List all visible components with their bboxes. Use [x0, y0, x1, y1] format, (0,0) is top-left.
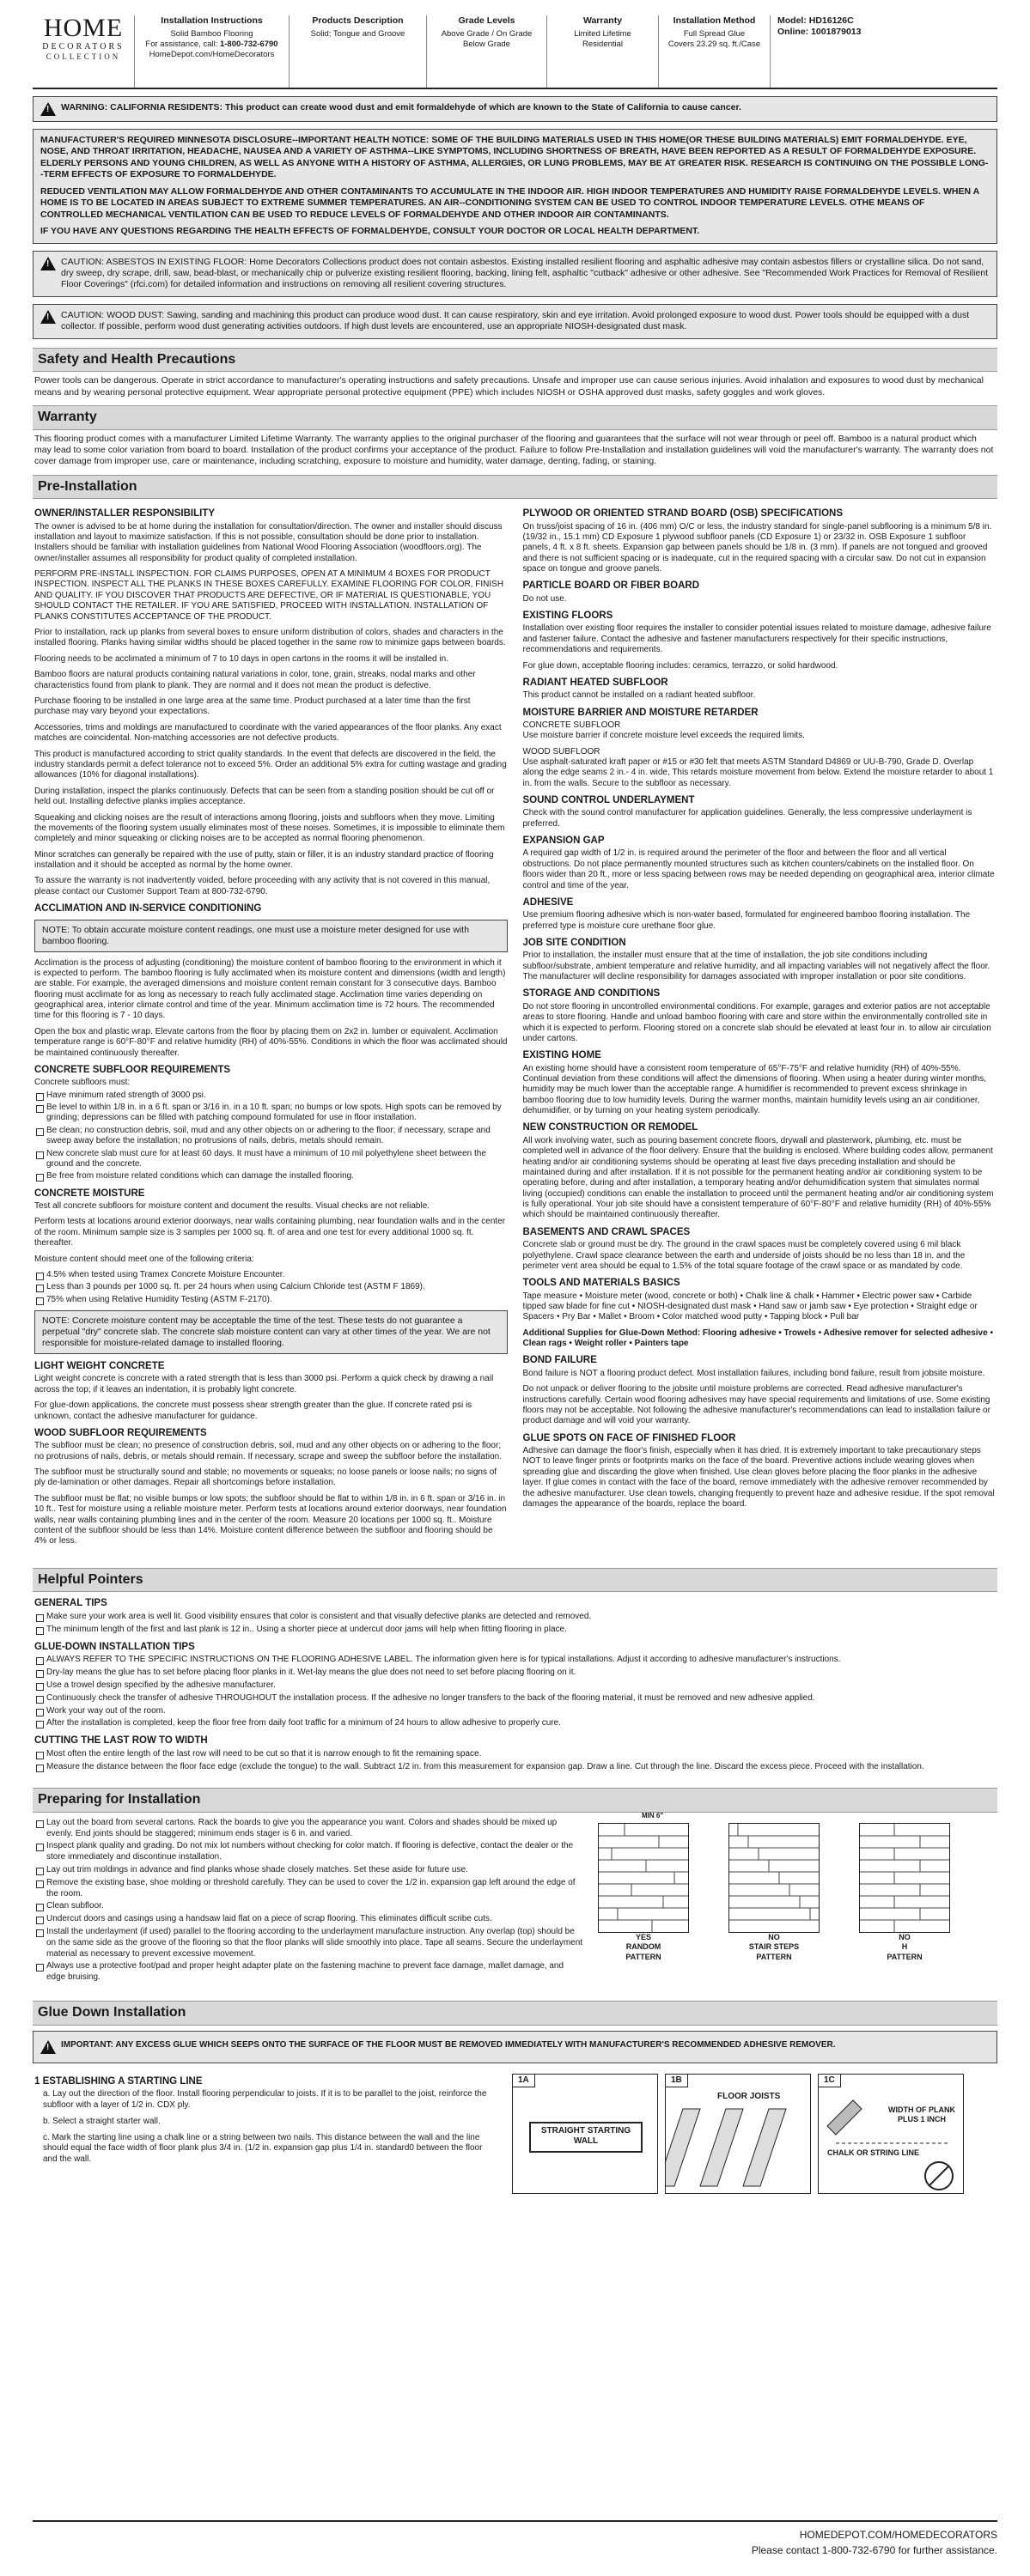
document-footer — [33, 2520, 997, 2559]
h-pattern-figure — [859, 1823, 950, 1989]
storage-heading: STORAGE AND CONDITIONS — [522, 988, 661, 999]
pattern-label: STAIR STEPS — [748, 1942, 800, 1952]
pattern-label: NO — [768, 1932, 780, 1941]
sound-heading: SOUND CONTROL UNDERLAYMENT — [522, 795, 695, 806]
storage-p: Do not store flooring in uncontrolled environmental conditions. For example, garages and exterior patios are not acceptable areas to store flooring. Handle and unload bamboo flooring with care and store within the environmentally controlled site in which it is expected to perform. Flooring stored on a concrete slab should be elevated at least four in. to allow air circulation under cartons. — [522, 1001, 991, 1043]
list-item: The minimum length of the first and last plank is 12 in.. Using a shorter piece at undercut door jams will help when fitting flooring in place. — [34, 1625, 996, 1636]
expansion-gap-p: A required gap width of 1/2 in. is required around the perimeter of the floor and between the floor and all vertical obstructions. Do not place permanently mounted structures such as kitchen counters/cabinets on the installed floor. On floors wider than 20 ft., more or less spacing between rows may be needed depending on geographical area, interior climate control and time of the year. — [522, 848, 995, 890]
pattern-figures — [598, 1811, 950, 1989]
grade-title: Grade Levels — [458, 15, 515, 26]
starting-line-col — [34, 2070, 498, 2194]
sound-p: Check with the sound control manufacturer for application guidelines. Generally, the less compressive underlayment is preferred. — [522, 808, 972, 829]
glue-spots-heading: GLUE SPOTS ON FACE OF FINISHED FLOOR — [522, 1432, 736, 1443]
fig-1b — [665, 2074, 811, 2194]
minnesota-p2: REDUCED VENTILATION MAY ALLOW FORMALDEHYDE AND OTHER CONTAMINANTS TO ACCUMULATE IN THE INDOOR AIR. HIGH INDOOR TEMPERATURES AND HUMIDITY RAISE FORMALDEHYDE LEVELS. WHEN A HOME IS TO BE LOCATED IN AREAS SUBJECT TO EXTREME SUMMER TEMPERATURES. AN AIR--CONDITIONING SYSTEM CAN BE USED TO CONTROL INDOOR TEMPERATURE LEVELS. OTHE MEANS OF CONTROLLED MECHANICAL VENTILATION CAN BE USED TO REDUCE LEVELS OF FORMALDEHYDE AND OTHER INDOOR AIR CONTAMINANTS. — [40, 185, 979, 220]
pattern-label: PATTERN — [887, 1952, 923, 1961]
new-construction-p: All work involving water, such as pouring basement concrete floors, drywall and plasterwork, plumbing, etc. must be completed well in advance of the floor delivery. Ensure that the building is enclosed. Where building codes allow, permanent heating and/or air conditioning systems should be operating at least five days preceding installation and should be maintained during and after installation. If it is not possible for the permanent heating and/or air conditioning system to be operating before, during and after installation, a temporary heating and/or dehumidification system that simulates normal living (occupied) conditions can enable the installation to proceed until the permanent heating and/or air conditioning system is fully operational. Your job site should have a consistent temperature of 60°F-80°F and relative humidity (RH) of 40%-55% which should be maintained continuously thereafter. — [522, 1135, 994, 1220]
list-item: Install the underlayment (if used) parallel to the flooring according to the underlayment manufacture instruction. Any overlap (top) should be on the same side as the groove of the flooring so that the floor planks will slide smoothly into place. Tape all seams. Secure the underlayment material as necessary to prevent excessive movement. — [34, 1927, 584, 1959]
barrier-sub-concrete: CONCRETE SUBFLOOR — [522, 720, 621, 730]
install-assist-label: For assistance, call: — [145, 39, 218, 49]
owner-p: Flooring needs to be acclimated a minimum of 7 to 10 days in open cartons in the rooms it will be installed in. — [34, 653, 448, 664]
pointers-body — [33, 1592, 997, 1781]
existing-floors-p2: For glue down, acceptable flooring includes: ceramics, terrazzo, or solid hardwood. — [522, 660, 838, 671]
header-model-col — [770, 15, 890, 88]
preinstall-left-col — [34, 502, 508, 1552]
general-tips-list — [34, 1612, 996, 1636]
list-item: Lay out trim moldings in advance and find planks whose shade closely matches. Set these aside for future use. — [34, 1865, 584, 1876]
california-warning-text: WARNING: CALIFORNIA RESIDENTS: This product can create wood dust and emit formaldehyde of which are known to the State of California to cause cancer. — [61, 102, 741, 112]
warning-icon — [40, 102, 56, 116]
h-pattern-diagram — [859, 1823, 950, 1933]
fig-caption: WIDTH OF PLANK PLUS 1 INCH — [888, 2105, 955, 2124]
moisture-note: NOTE: Concrete moisture content may be acceptable the time of the test. These tests do not guarantee a perpetual "dry" concrete slab. The concrete slab moisture content can vary at other times of the year. We are not responsible for moisture-related damage to installed flooring. — [34, 1310, 508, 1354]
pattern-label: H — [901, 1942, 908, 1952]
safety-text: Power tools can be dangerous. Operate in strict accordance to manufacturer's operating instructions and safety precautions. Unsafe and improper use can cause serious injuries. Avoid inhalation and exposures to wood dust by mechanical means and by wearing personal protective equipment. Wear appropriate personal protective equipment (PPE) which includes NIOSH or OSHA approved dust masks, safety goggles and work gloves. — [34, 375, 984, 398]
warranty-text: This flooring product comes with a manufacturer Limited Lifetime Warranty. The warranty applies to the original purchaser of the flooring and guarantees that the surface will not wear through or peel off. Bamboo is a natural product which may lead to some color variation from board to board. Installation of the product confirms your acceptance of the product. Failure to follow Pre-Installation and installation guidelines will void the manufacturer's warranty. The warranty does not cover damage from improper use, care or maintenance, including scratching, exposure to moisture and humidity, water damage, denting, fading, or staining. — [34, 433, 994, 467]
warning-icon — [40, 310, 56, 324]
products-value: Solid; Tongue and Groove — [310, 29, 405, 39]
method-line1: Full Spread Glue — [683, 29, 746, 39]
acclimation-heading: ACCLIMATION AND IN-SERVICE CONDITIONING — [34, 903, 262, 914]
warranty-heading: Warranty — [33, 405, 997, 429]
safety-heading: Safety and Health Precautions — [33, 348, 997, 372]
pattern-label: YES — [635, 1932, 651, 1941]
tools-p: Tape measure • Moisture meter (wood, concrete or both) • Chalk line & chalk • Hammer • Electric power saw • Carbide tipped saw blade for fine cut • NIOSH-designated dust mask • Hand saw or jamb saw • Eye protection • Straight edge or Spacers • Pry Bar • Mallet • Broom • Color matched wood putty • Tapping block • Pull bar — [522, 1291, 978, 1322]
list-item: Be level to within 1/8 in. in a 6 ft. span or 3/16 in. in a 10 ft. span; no bumps or low spots. High spots can be removed by grinding; depressions can be filled with patching compound formulated for use in floor installation. — [34, 1103, 508, 1124]
moisture-list — [34, 1270, 508, 1305]
wood-subfloor-heading: WOOD SUBFLOOR REQUIREMENTS — [34, 1428, 207, 1439]
install-product: Solid Bamboo Flooring — [170, 29, 253, 39]
preparing-list-col — [34, 1816, 584, 1989]
concrete-heading: CONCRETE SUBFLOOR REQUIREMENTS — [34, 1065, 231, 1076]
glue-spots-p: Adhesive can damage the floor's finish, especially when it has dried. It is extremely important to take precautionary steps NOT to leave finger prints or footprints marks on the face of the board. Preventive actions include wearing gloves when spreading glue and discarding the glove when finished. Use clean gloves before placing the floor planks in the adhesive layer. If glue comes in contact with the face of the board, remove immediately with the adhesive remover recommended by the adhesive manufacturer. Use clean towels, changing frequently to prevent haze and adhesive residue. If the spot removal damages the appearance of the boards, replace the board. — [522, 1445, 995, 1509]
concrete-intro: Concrete subfloors must: — [34, 1078, 131, 1088]
list-item: Lay out the board from several cartons. Rack the boards to give you the appearance you want. Colors and shades should be mixed up evenly. End joints should be staggered; minimum ends stager is 6 in. and varied. — [34, 1818, 584, 1840]
fig-caption: CHALK OR STRING LINE — [827, 2148, 919, 2157]
gluedown-heading: Glue Down Installation — [33, 2001, 997, 2025]
moisture-p: Moisture content should meet one of the following criteria: — [34, 1254, 254, 1264]
logo-line1: HOME — [43, 14, 124, 42]
list-item: Most often the entire length of the last row will need to be cut so that it is narrow enough to fit the remaining space. — [34, 1749, 996, 1760]
radiant-heading: RADIANT HEATED SUBFLOOR — [522, 677, 668, 688]
barrier-sub-wood: WOOD SUBFLOOR — [522, 746, 600, 756]
pattern-label: NO — [899, 1932, 911, 1941]
fig-caption: FLOOR JOISTS — [717, 2091, 781, 2101]
adhesive-heading: ADHESIVE — [522, 897, 574, 908]
preparing-list — [34, 1818, 584, 1984]
document-header — [33, 0, 997, 89]
header-method-col — [658, 15, 770, 88]
brand-logo — [33, 15, 134, 88]
install-url: HomeDepot.com/HomeDecorators — [149, 49, 275, 59]
starting-line-step: c. Mark the starting line using a chalk line or a string between two nails. This distance between the wall and the line should equal the face width of floor plank plus 3/4 in. (1/2 in. expansion gap plus 1/4 in. standard0 between the floor and the wall. — [43, 2132, 483, 2165]
list-item: After the installation is completed, keep the floor free from daily foot traffic for a minimum of 24 hours to allow adhesive to properly cure. — [34, 1718, 996, 1729]
gluedown-important-text: IMPORTANT: ANY EXCESS GLUE WHICH SEEPS ONTO THE SURFACE OF THE FLOOR MUST BE REMOVED IMMEDIATELY WITH MANUFACTURER'S RECOMMENDED ADHESIVE REMOVER. — [61, 2039, 836, 2050]
wood-dust-caution — [33, 304, 997, 339]
radiant-p: This product cannot be installed on a radiant heated subfloor. — [522, 690, 756, 701]
list-item: Make sure your work area is well lit. Good visibility ensures that color is consistent and that visually defective planks are detected and removed. — [34, 1612, 996, 1623]
preinstall-columns — [33, 499, 997, 1556]
job-site-heading: JOB SITE CONDITION — [522, 938, 626, 949]
cut-last-row-list — [34, 1749, 996, 1773]
moisture-p: Test all concrete subfloors for moisture content and document the results. Visual checks are not reliable. — [34, 1201, 430, 1212]
wood-subfloor-p: The subfloor must be clean; no presence of construction debris, soil, mud and any other objects on or adhering to the floor; no protrusions of nails, debris, or metals should remain. If necessary, scrape and sweep the subfloor before the installation. — [34, 1441, 502, 1461]
list-item: Dry-lay means the glue has to set before placing floor planks in it. Wet-lay means the glue does not need to set before placing flooring on it. — [34, 1668, 996, 1679]
existing-floors-p: Installation over existing floor requires the installer to consider potential issues related to moisture damage, adhesive failure and fastener failure. Contact the adhesive and fastener manufacturers respectively for their specific instructions, recommendations and requirements. — [522, 623, 991, 655]
starting-line-heading: 1 ESTABLISHING A STARTING LINE — [34, 2075, 203, 2087]
particle-p: Do not use. — [522, 593, 567, 604]
particle-heading: PARTICLE BOARD OR FIBER BOARD — [522, 580, 700, 592]
new-construction-heading: NEW CONSTRUCTION OR REMODEL — [522, 1122, 698, 1133]
list-item: Continuously check the transfer of adhesive THROUGHOUT the installation process. If the adhesive no longer transfers to the back of the flooring material, it must be removed and new adhesive applied. — [34, 1693, 996, 1704]
header-install-col — [134, 15, 289, 88]
footer-contact: Please contact 1-800-732-6790 for further assistance. — [751, 2543, 997, 2556]
fig-1c — [818, 2074, 964, 2194]
logo-line3: COLLECTION — [46, 52, 121, 61]
warranty-line2: Residential — [582, 39, 623, 49]
method-title: Installation Method — [673, 15, 756, 26]
minnesota-p1: MANUFACTURER'S REQUIRED MINNESOTA DISCLOSURE--IMPORTANT HEALTH NOTICE: SOME OF THE BUILDING MATERIALS USED IN THIS HOME(OR THESE BUILDING MATERIALS) EMIT FORMALDEHYDE. EYE, NOSE, AND THROAT IRRITATION, HEADACHE, NAUSEA AND A VARIETY OF ASTHMA--LIKE SYMPTOMS, INCLUDING SHORTNESS OF BREATH, HAVE BEEN REPORTED AS A RESULT OF FORMALDEHYDE EXPOSURE. ELDERLY PERSONS AND YOUNG CHILDREN, AS WELL AS ANYONE WITH A HISTORY OF ASTHMA, ALLERGIES, OR LUNG PROBLEMS, MAY BE AT GREATER RISK. RESEARCH IS CONTINUING ON THE POSSIBLE LONG--TERM EFFECTS OF EXPOSURE TO FORMALDEHYDE. — [40, 135, 989, 180]
basements-p: Concrete slab or ground must be dry. The ground in the crawl spaces must be completely covered using 6 mil black polyethylene. Crawl space clearance between the earth and underside of joists should be no less than 18 in. and the perimeter vent area should be equal to 1.5% of the total square footage of the crawl space or as mandated by code. — [522, 1240, 966, 1271]
pattern-label: PATTERN — [756, 1952, 792, 1961]
starting-line-step: b. Select a straight starter wall. — [43, 2116, 161, 2126]
cut-last-row-heading: CUTTING THE LAST ROW TO WIDTH — [34, 1735, 208, 1747]
list-item: New concrete slab must cure for at least 60 days. It must have a minimum of 10 mil polyethylene sheet between the ground and the concrete. — [34, 1149, 508, 1170]
minnesota-p3: IF YOU HAVE ANY QUESTIONS REGARDING THE HEALTH EFFECTS OF FORMALDEHYDE, CONSULT YOUR DOCTOR OR LOCAL HEALTH DEPARTMENT. — [40, 226, 700, 237]
list-item: 4.5% when tested using Tramex Concrete Moisture Encounter. — [34, 1270, 508, 1280]
bond-failure-heading: BOND FAILURE — [522, 1355, 597, 1366]
minnesota-disclosure — [33, 129, 997, 244]
list-item: 75% when using Relative Humidity Testing (ASTM F-2170). — [34, 1295, 508, 1305]
min-stagger-label: MIN 6" — [642, 1811, 664, 1820]
pattern-label: RANDOM — [625, 1942, 661, 1952]
owner-p: Purchase flooring to be installed in one large area at the same time. Product purchased at a later time than the first purchase may vary beyond your expectations. — [34, 696, 471, 717]
list-item: Always use a protective foot/pad and proper height adapter plate on the fastening machine to prevent face damage, mallet damage, and edge bruising. — [34, 1961, 584, 1984]
bond-failure-p1: Bond failure is NOT a flooring product defect. Most installation failures, including bond failure, result from jobsite moisture. — [522, 1368, 985, 1378]
existing-floors-heading: EXISTING FLOORS — [522, 611, 613, 622]
moisture-heading: CONCRETE MOISTURE — [34, 1188, 145, 1199]
light-concrete-p: Light weight concrete is concrete with a rated strength that is less than 3000 psi. Perform a quick check by drawing a nail across the top; if it leaves an indentation, it is probably light concrete. — [34, 1374, 494, 1394]
warranty-line1: Limited Lifetime — [574, 29, 631, 39]
owner-p: During installation, inspect the planks continuously. Defects that can be seen from a standing position should be cut off or held out. Installing defective planks implies acceptance. — [34, 786, 495, 807]
starting-line-step: a. Lay out the direction of the floor. Install flooring perpendicular to joists. If it is to be parallel to the joist, reinforce the subfloor with a layer of 1/2 in. CDX ply. — [43, 2089, 487, 2111]
bond-failure-p2: Do not unpack or deliver flooring to the jobsite until moisture problems are corrected. Read adhesive manufacturer's instructions carefully. Certain wood flooring adhesives may have special requirements and limitations of use. Some existing floors may not be acceptable. Not following the adhesive manufacturer's recommendations can lead to installation failure or product damage and will void your warranty. — [522, 1384, 990, 1426]
chalk-line-diagram — [819, 2075, 963, 2193]
concrete-list — [34, 1091, 508, 1182]
list-item: Work your way out of the room. — [34, 1706, 996, 1717]
gluedown-body — [33, 2067, 997, 2197]
fig-caption: STRAIGHT STARTING WALL — [540, 2125, 631, 2147]
asbestos-caution-text: CAUTION: ASBESTOS IN EXISTING FLOOR: Home Decorators Collections product does not contain asbestos. Existing installed resilient flooring and asphaltic adhesive may contain asbestos fillers or crystalline silica. Do not sand, dry sweep, dry scrape, drill, saw, bead-blast, or mechanically chip or pulverize existing resilient flooring, backing, lining felt, asphaltic "cutback" adhesive or other adhesive. See "Recommended Work Practices for Removal of Resilient Floor Coverings" (rfci.com) for detailed information and instructions on removing all resilient covering structures. — [61, 256, 988, 290]
owner-p: The owner is advised to be at home during the installation for consultation/direction. The owner and installer should discuss installation and layout to maximize satisfaction. If this is not possible, consultation should be done prior to installation. Installers should be familiar with installation guidelines from National Wood Flooring Association (woodfloors.org). The owner/installer assumes all responsibility for product quality of completed installation. — [34, 521, 503, 563]
owner-p: PERFORM PRE-INSTALL INSPECTION. FOR CLAIMS PURPOSES, OPEN AT A MINIMUM 4 BOXES FOR PRODUCT INSPECTION. INSPECT ALL THE PLANKS IN THESE BOXES CAREFULLY. EXAMINE FLOORING FOR COLOR, FINISH AND QUALITY. IF YOU DISCOVER THAT PRODUCTS ARE DEFECTIVE, OR IF MATERIAL IS QUESTIONABLE, YOU SHOULD CONTACT THE RETAILER. IF YOU ARE SATISFIED, PROCEED WITH INSTALLATION. INSTALLATION OF PLANKS CONSTITUTES ACCEPTANCE OF THE PRODUCT. — [34, 569, 504, 622]
wood-dust-caution-text: CAUTION: WOOD DUST: Sawing, sanding and machining this product can produce wood dust. It can cause respiratory, skin and eye irritation. Avoid prolonged exposure to wood dust. Power tools should be equipped with a dust collector. If possible, perform wood dust generating activities outdoors. If high dust levels are encountered, use an appropriate NIOSH-designated dust mask. — [61, 309, 970, 332]
stair-steps-pattern-figure — [728, 1823, 820, 1989]
header-products-col — [289, 15, 426, 88]
gluedown-important — [33, 2031, 997, 2063]
warning-icon — [40, 257, 56, 270]
light-concrete-p: For glue-down applications, the concrete must possess shear strength greater than the glue. If concrete rated psi is unknown, contact the adhesive manufacturer for guidance. — [34, 1400, 472, 1421]
asbestos-caution — [33, 251, 997, 297]
pointers-heading: Helpful Pointers — [33, 1568, 997, 1592]
owner-p: To assure the warranty is not inadvertently voided, before proceeding with any activity that is not covered in this manual, please contact our Customer Support Team at 800-732-6790. — [34, 876, 491, 896]
list-item: Inspect plank quality and grading. Do not mix lot numbers without checking for color match. If flooring is defective, contact the dealer or the store immediately and discontinue installation. — [34, 1841, 584, 1863]
wood-subfloor-p: The subfloor must be flat; no visible bumps or low spots; the subfloor should be flat to within 1/8 in. in 6 ft. span or 3/16 in. in 10 ft.. Test for moisture using a reliable moisture meter. Perform tests at locations around exterior doorways, near foundation walls, near walls containing plumbing lines and in the center of the room. Measure 20 locations per 1000 sq. ft.. Moisture content of the subfloor should be less than 14%. Moisture content difference between the subfloor and flooring should be 4% or less. — [34, 1493, 507, 1546]
owner-p: Minor scratches can generally be repaired with the use of putty, stain or filler, it is an industry standard practice of flooring installation and it should be accepted as normal by the home owner. — [34, 849, 494, 871]
fig-tag: 1A — [513, 2075, 535, 2088]
owner-heading: OWNER/INSTALLER RESPONSIBILITY — [34, 508, 215, 519]
pattern-label: PATTERN — [625, 1952, 661, 1961]
list-item: Be free from moisture related conditions which can damage the installed flooring. — [34, 1171, 508, 1182]
method-line2: Covers 23.29 sq. ft./Case — [667, 39, 761, 49]
acclimation-p: Acclimation is the process of adjusting (conditioning) the moisture content of bamboo flooring to the environment in which it is expected to perform. The bamboo flooring is fully acclimated when its moisture content and dimensions (width and length) are stable. For example, the averaged dimensions and moisture content remain constant for 3 consecutive days. Bamboo flooring must acclimate for as long as necessary to reach fully acclimated stage. Acclimation time varies depending on geographical area, interior climate control and time of the year. Minimum acclimation time is 72 hours. The recommended time for this flooring is 7 - 10 days. — [34, 957, 506, 1021]
list-item: ALWAYS REFER TO THE SPECIFIC INSTRUCTIONS ON THE FLOORING ADHESIVE LABEL. The information given here is for typical installations. Adjust it according to adhesive manufacturer's instructions. — [34, 1655, 996, 1666]
header-grade-col — [426, 15, 546, 88]
basements-heading: BASEMENTS AND CRAWL SPACES — [522, 1226, 691, 1237]
job-site-p: Prior to installation, the installer must ensure that at the time of installation, the job site conditions including subfloor/substrate, ambient temperature and relative humidity, and all impacting variables will not negatively affect the floor. The manufacturer will decline responsibility for damages associated with improper installation or poor site conditions. — [522, 951, 990, 982]
expansion-gap-heading: EXPANSION GAP — [522, 835, 605, 847]
barrier-heading: MOISTURE BARRIER AND MOISTURE RETARDER — [522, 707, 759, 718]
list-item: Measure the distance between the floor face edge (exclude the tongue) to the wall. Subtract 1/2 in. from this measurement for expansion gap. Draw a line. Cut through the line. Discard the excess piece. Proceed with the installation. — [34, 1762, 996, 1773]
grade-line2: Below Grade — [463, 39, 510, 49]
list-item: Less than 3 pounds per 1000 sq. ft. per 24 hours when using Calcium Chloride test (ASTM F 1869). — [34, 1282, 508, 1292]
barrier-p1: Use moisture barrier if concrete moisture level exceeds the required limits. — [522, 731, 805, 741]
existing-home-p: An existing home should have a consistent room temperature of 65°F-75°F and relative humidity (RH) of 40%-55%. Continual deviation from these conditions will affect the dimensions of flooring. When using a heater during winter months, humidity may be much lower than the acceptable range. A humidifier is recommended to prevent excess shrinkage in bamboo flooring due to low humidity levels. During the warmer months, maintain humidity levels using an air conditioner, dehumidifier, or by turning on your heating system periodically. — [522, 1063, 987, 1116]
stair-steps-diagram — [728, 1823, 820, 1933]
glue-tips-list — [34, 1655, 996, 1729]
owner-p: Squeaking and clicking noises are the result of interactions among flooring, joists and subfloors when they move. Limiting the movements of the flooring system usually eliminates most of these noises. Sometimes, it is impossible to eliminate them completely and minor squeaking or clicking noises are to be accepted as normal flooring phenomenon. — [34, 812, 505, 844]
starting-line-figures — [512, 2074, 964, 2194]
light-concrete-heading: LIGHT WEIGHT CONCRETE — [34, 1361, 165, 1372]
barrier-p2: Use asphalt-saturated kraft paper or #15 or #30 felt that meets ASTM Standard D4869 or UU-B-790, Grade D. Overlap along the edge seams 2 in.- 4 in. wide, This retards moisture movement from below. Extend the moisture retarder to about 1 in. from the walls. Secure to the subfloor as necessary. — [522, 757, 994, 788]
glue-tips-heading: GLUE-DOWN INSTALLATION TIPS — [34, 1641, 195, 1652]
acclimation-note: NOTE: To obtain accurate moisture content readings, one must use a moisture meter designed for use with bamboo flooring. — [34, 920, 508, 952]
osb-p: On truss/joist spacing of 16 in. (406 mm) O/C or less, the industry standard for single-panel subflooring is a minimum 5/8 in. (19/32 in., 15.1 mm) CD Exposure 1 plywood subfloor panels (CD Exposure 1) or 23/32 in. OSB Exposure 1 subfloor panels, 4 ft. x 8 ft. sheets. Expansion gap between panels should be 1/8 in. (3 mm). If panels are not tongued and grooved and there is not sufficient spacing or is inadequate, cut in the required spacing with a circular saw. Do not cut in expansion space on tongue and groove panels. — [522, 521, 992, 574]
model-number: Model: HD16126C — [777, 15, 854, 26]
list-item: Use a trowel design specified by the adhesive manufacturer. — [34, 1680, 996, 1692]
tools-p2: Additional Supplies for Glue-Down Method: Flooring adhesive • Trowels • Adhesive remover for selected adhesive • Clean rags • Weight roller • Painters tape — [522, 1327, 993, 1349]
fig-1a — [512, 2074, 658, 2194]
random-pattern-diagram — [598, 1811, 689, 1933]
footer-url: HOMEDEPOT.COM/HOMEDECORATORS — [799, 2529, 997, 2542]
owner-p: Bamboo floors are natural products containing natural variations in color, tone, grain, streaks, nodal marks and other characteristics found from plank to plank. They are normal and it does not mean the product is defective. — [34, 670, 476, 690]
preparing-heading: Preparing for Installation — [33, 1788, 997, 1812]
warning-icon — [40, 2040, 56, 2054]
install-phone: 1-800-732-6790 — [219, 39, 278, 49]
preinstall-heading: Pre-Installation — [33, 475, 997, 499]
owner-p: This product is manufactured according to strict quality standards. In the event that defects are discovered in the field, the industry standards permit a defect tolerance not to exceed 5%. Order an additional 5% extra for cutting wastage and grading allowances (10% for diagonal installations). — [34, 749, 507, 781]
install-title: Installation Instructions — [161, 15, 263, 26]
online-number: Online: 1001879013 — [777, 27, 862, 38]
acclimation-p: Open the box and plastic wrap. Elevate cartons from the floor by placing them on 2x2 in. lumber or equivalent. Acclimation temperature range is 60°F-80°F and relative humidity (RH) of 40%-55%. Conditions in which the floor was acclimated should be maintained continuously thereafter. — [34, 1026, 508, 1058]
wood-subfloor-p: The subfloor must be structurally sound and stable; no movements or squeaks; no loose panels or loose nails; no signs of ply de-lamination or other damages. Repair all shortcomings before installation. — [34, 1467, 497, 1488]
grade-line1: Above Grade / On Grade — [441, 29, 533, 39]
preinstall-right-col — [523, 502, 996, 1552]
products-title: Products Description — [312, 15, 404, 26]
existing-home-heading: EXISTING HOME — [522, 1050, 601, 1061]
list-item: Clean subfloor. — [34, 1901, 584, 1912]
preparing-body — [33, 1813, 997, 1992]
list-item: Remove the existing base, shoe molding or threshold carefully. They can be used to cover the 1/2 in. expansion gap left around the edge of the room. — [34, 1878, 584, 1900]
random-pattern-figure — [598, 1811, 689, 1989]
osb-heading: PLYWOOD OR ORIENTED STRAND BOARD (OSB) SPECIFICATIONS — [522, 508, 843, 519]
header-warranty-col — [546, 15, 658, 88]
fig-tag: 1B — [666, 2075, 688, 2088]
fig-tag: 1C — [819, 2075, 841, 2088]
tools-heading: TOOLS AND MATERIALS BASICS — [522, 1278, 680, 1289]
list-item: Have minimum rated strength of 3000 psi. — [34, 1091, 508, 1101]
moisture-p: Perform tests at locations around exterior doorways, near walls containing plumbing, near foundation walls and in the center of the room. Minimum sample size is 3 samples per 1000 sq. ft. of area and one test for every additional 1000 sq. ft. thereafter. — [34, 1217, 506, 1249]
california-warning — [33, 96, 997, 122]
list-item: Undercut doors and casings using a handsaw laid flat on a piece of scrap flooring. This eliminates difficult scribe cuts. — [34, 1914, 584, 1925]
warranty-title: Warranty — [582, 15, 623, 26]
owner-p: Prior to installation, rack up planks from several boxes to ensure uniform distribution of colors, shades and characters in the installed flooring. Planks having similar widths should be placed together in the same row to minimize gaps between boards. — [34, 628, 506, 648]
logo-line2: DECORATORS — [42, 42, 125, 52]
owner-p: Accessories, trims and moldings are manufactured to coordinate with the varied appearances of the floor planks. Any exact matches are coincidental. Non-matching accessories are not defective products. — [34, 722, 502, 744]
general-tips-heading: GENERAL TIPS — [34, 1598, 107, 1609]
list-item: Be clean; no construction debris, soil, mud and any other objects on or adhering to the floor; if necessary, scrape and sweep away before the installation; no protrusions of nails, debris, metals should remain. — [34, 1126, 508, 1147]
adhesive-p: Use premium flooring adhesive which is non-water based, formulated for engineered bamboo flooring installation. The preferred type is moisture cure urethane floor glue. — [522, 910, 971, 931]
